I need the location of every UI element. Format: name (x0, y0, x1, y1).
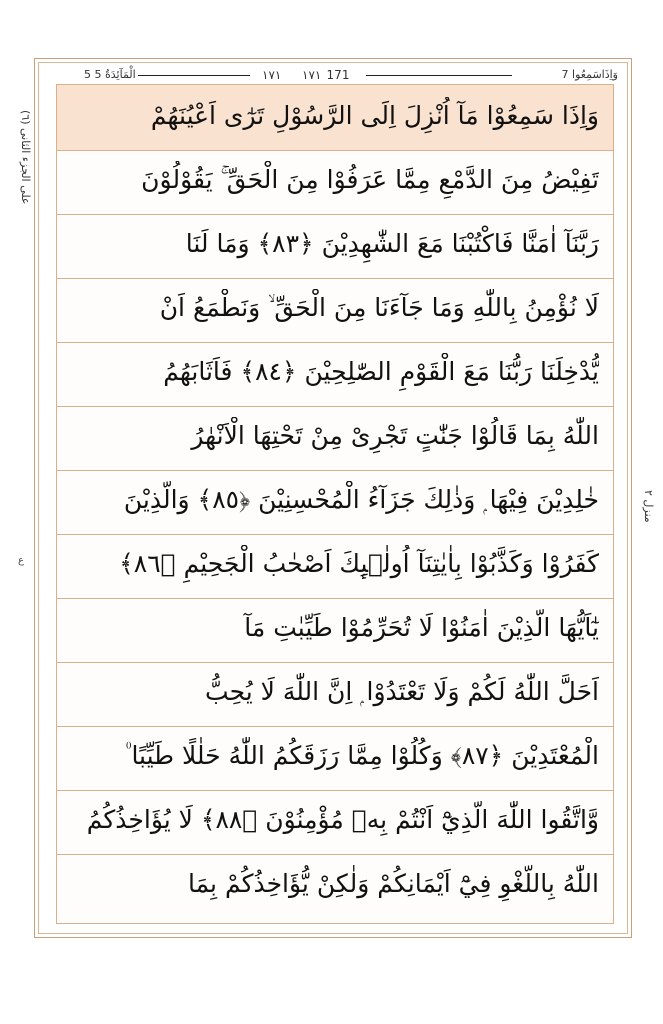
text-line (57, 341, 613, 407)
verse-text: رَبَّنَآ اٰمَنَّا فَاكْتُبْنَا مَعَ الشّٰهِدِيْنَ ﴿٨٣﴾ وَمَا لَنَا (185, 229, 599, 258)
text-line (57, 853, 613, 918)
header-page-number-arabic-2: ١٧١ (262, 68, 282, 82)
text-line (57, 469, 613, 535)
text-line (57, 661, 613, 727)
text-line (57, 85, 613, 151)
ruku-mark: ع (18, 555, 24, 566)
verse-text: الْمُعْتَدِيْنَ ﴿٨٧﴾ وَكُلُوْا مِمَّا رَزَقَكُمُ اللّٰهُ حَلٰلًا طَيِّبًا ۠ (125, 741, 599, 770)
text-line (57, 149, 613, 215)
text-line (57, 789, 613, 855)
text-line (57, 405, 613, 471)
manzil-marker: منزل ۲ (642, 490, 655, 523)
text-line (57, 597, 613, 663)
verse-text: لَا نُؤْمِنُ بِاللّٰهِ وَمَا جَآءَنَا مِنَ الْحَقِّ ۙ وَنَطْمَعُ اَنْ (159, 293, 599, 322)
header-page-number-arabic: ١٧١ (302, 68, 322, 82)
text-line (57, 725, 613, 791)
verse-text: كَفَرُوْا وَكَذَّبُوْا بِاٰيٰتِنَآ اُولٰۗىِٕكَ اَصْحٰبُ الْجَحِيْمِ ﴿٨٦﴾ (119, 549, 599, 578)
verse-text: اَحَلَّ اللّٰهُ لَكُمْ وَلَا تَعْتَدُوْا ۭ اِنَّ اللّٰهَ لَا يُحِبُّ (205, 677, 599, 706)
header-rule-left (138, 75, 250, 76)
header-page-number: 171 (326, 68, 350, 82)
header-surah-name: 5 الْمَآئِدَةُ 5 (84, 68, 136, 81)
verse-text: اللّٰهُ بِمَا قَالُوْا جَنّٰتٍ تَجْرِىْ مِنْ تَحْتِهَا الْاَنْهٰرُ (191, 421, 599, 450)
header-rule-right (366, 75, 512, 76)
verse-text: وَاِذَا سَمِعُوْا مَآ اُنْزِلَ اِلَى الرَّسُوْلِ تَرٰٓى اَعْيُنَهُمْ (150, 101, 599, 130)
verse-text: يٰٓاَيُّهَا الَّذِيْنَ اٰمَنُوْا لَا تُحَرِّمُوْا طَيِّبٰتِ مَآ (244, 613, 599, 642)
text-line (57, 213, 613, 279)
verse-text: اللّٰهُ بِاللَّغْوِ فِيْٓ اَيْمَانِكُمْ وَلٰكِنْ يُّؤَاخِذُكُمْ بِمَا (187, 869, 599, 898)
verse-text: يُّدْخِلَنَا رَبُّنَا مَعَ الْقَوْمِ الصّٰلِحِيْنَ ﴿٨٤﴾ فَاَثَابَهُمُ (163, 357, 599, 386)
text-line (57, 277, 613, 343)
quran-text-panel (56, 84, 614, 924)
text-line (57, 533, 613, 599)
verse-text: وَّاتَّقُوا اللّٰهَ الَّذِيْٓ اَنْتُمْ بِهٖ مُؤْمِنُوْنَ ﴿٨٨﴾ لَا يُؤَاخِذُكُمُ (86, 805, 599, 834)
verse-text: تَفِيْضُ مِنَ الدَّمْعِ مِمَّا عَرَفُوْا مِنَ الْحَقِّ ۚ يَقُوْلُوْنَ (141, 165, 599, 194)
margin-note-top-left: (٦) علی الجزء الثانی (19, 110, 32, 205)
header-juz-name: 7 وَاِذَاسَمِعُوا (561, 68, 618, 81)
page-header (40, 66, 624, 84)
verse-text: خٰلِدِيْنَ فِيْهَا ۭ وَذٰلِكَ جَزَآءُ الْمُحْسِنِيْنَ ﴿٨٥﴾ وَالَّذِيْنَ (123, 485, 599, 514)
